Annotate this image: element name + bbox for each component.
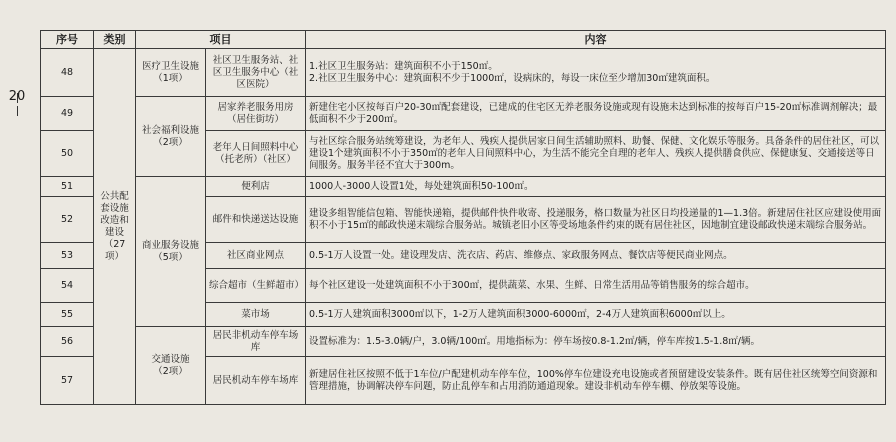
row-item: 邮件和快递送达设施 [206,197,306,243]
row-item: 居民非机动车停车场库 [206,327,306,357]
group-name: 交通设施 [151,353,190,365]
row-no: 48 [41,49,94,97]
group-name: 社会福利设施 [141,124,199,136]
row-no: 53 [41,243,94,269]
group-count: （1项） [153,72,188,84]
row-item: 便利店 [206,177,306,197]
row-item: 菜市场 [206,303,306,327]
group-count: （2项） [153,136,188,148]
row-no: 50 [41,131,94,177]
row-content: 每个社区建设一处建筑面积不小于300㎡，提供蔬菜、水果、生鲜、日常生活用品等销售服务的综合超市。 [306,269,886,303]
page-number-dash-bottom [17,106,18,116]
row-no: 56 [41,327,94,357]
table-row [41,49,886,97]
group-commerce [136,177,206,327]
row-content: 设置标准为：1.5-3.0辆/户，3.0辆/100㎡。用地指标为：停车场按0.8-1.2㎡/辆，停车库按1.5-1.8㎡/辆。 [306,327,886,357]
group-welfare [136,97,206,177]
table-row [41,177,886,197]
group-name: 医疗卫生设施 [141,60,199,72]
header-item: 项目 [136,31,306,49]
row-content: 1000人-3000人设置1处，每处建筑面积50-100㎡。 [306,177,886,197]
row-content: 与社区综合服务站统筹建设，为老年人、残疾人提供居家日间生活辅助照料、助餐、保健、文化娱乐等服务。具备条件的居住社区，可以建设1个建筑面积不小于350㎡的老年人日间照料中心，为生活不能完全自理的老年人、残疾人提供膳食供应、保健康复、交通接送等日间服务。服务半径不宜大于300m。 [306,131,886,177]
category-cell [94,49,136,405]
row-item: 社区卫生服务站、社区卫生服务中心（社区医院） [206,49,306,97]
row-item: 居民机动车停车场库 [206,357,306,405]
row-no: 55 [41,303,94,327]
row-content-line: 1.社区卫生服务站：建筑面积不小于150㎡。 2.社区卫生服务中心：建筑面积不少于1000㎡，设病床的，每设一床位至少增加30㎡建筑面积。 [309,60,716,84]
row-no: 52 [41,197,94,243]
row-content: 新建居住社区按照不低于1车位/户配建机动车停车位，100%停车位建设充电设施或者预留建设安装条件。既有居住社区统筹空间资源和管理措施，协调解决停车问题，防止乱停车和占用消防通道现象。建设非机动车停车棚、停放架等设施。 [306,357,886,405]
category-count: （27项） [103,238,126,262]
header-category: 类别 [94,31,136,49]
group-name: 商业服务设施 [141,239,199,251]
row-no: 51 [41,177,94,197]
table-row [41,327,886,357]
category-name: 公共配套设施改造和建设 [100,190,129,238]
group-count: （5项） [153,251,188,263]
row-no: 49 [41,97,94,131]
page-number-marker [4,90,30,170]
header-no: 序号 [41,31,94,49]
group-count: （2项） [153,365,188,377]
table-row [41,97,886,131]
header-content: 内容 [306,31,886,49]
group-traffic [136,327,206,405]
page-number: 20 [8,89,26,104]
row-content: 0.5-1万人设置一处。建设理发店、洗衣店、药店、维修点、家政服务网点、餐饮店等便民商业网点。 [306,243,886,269]
row-no: 57 [41,357,94,405]
facility-table [40,30,886,405]
row-content: 新建住宅小区按每百户20-30㎡配套建设，已建成的住宅区无养老服务设施或现有设施未达到标准的按每百户15-20㎡标准调剂解决；最低面积不少于200㎡。 [306,97,886,131]
row-item: 居家养老服务用房（居住街坊） [206,97,306,131]
row-content: 建设多组智能信包箱、智能快递箱，提供邮件快件收寄、投递服务，格口数量为社区日均投递量的1—1.3倍。新建居住社区应建设使用面积不小于15㎡的邮政快递末端综合服务站。城镇老旧小区等受场地条件约束的既有居住社区，因地制宜建设邮政快递末端综合服务站。 [306,197,886,243]
row-no: 54 [41,269,94,303]
table-header-row [41,31,886,49]
row-item: 老年人日间照料中心（托老所）（社区） [206,131,306,177]
row-item: 社区商业网点 [206,243,306,269]
group-medical [136,49,206,97]
row-content [306,49,886,97]
row-item: 综合超市（生鲜超市） [206,269,306,303]
row-content: 0.5-1万人建筑面积3000㎡以下，1-2万人建筑面积3000-6000㎡，2-4万人建筑面积6000㎡以上。 [306,303,886,327]
